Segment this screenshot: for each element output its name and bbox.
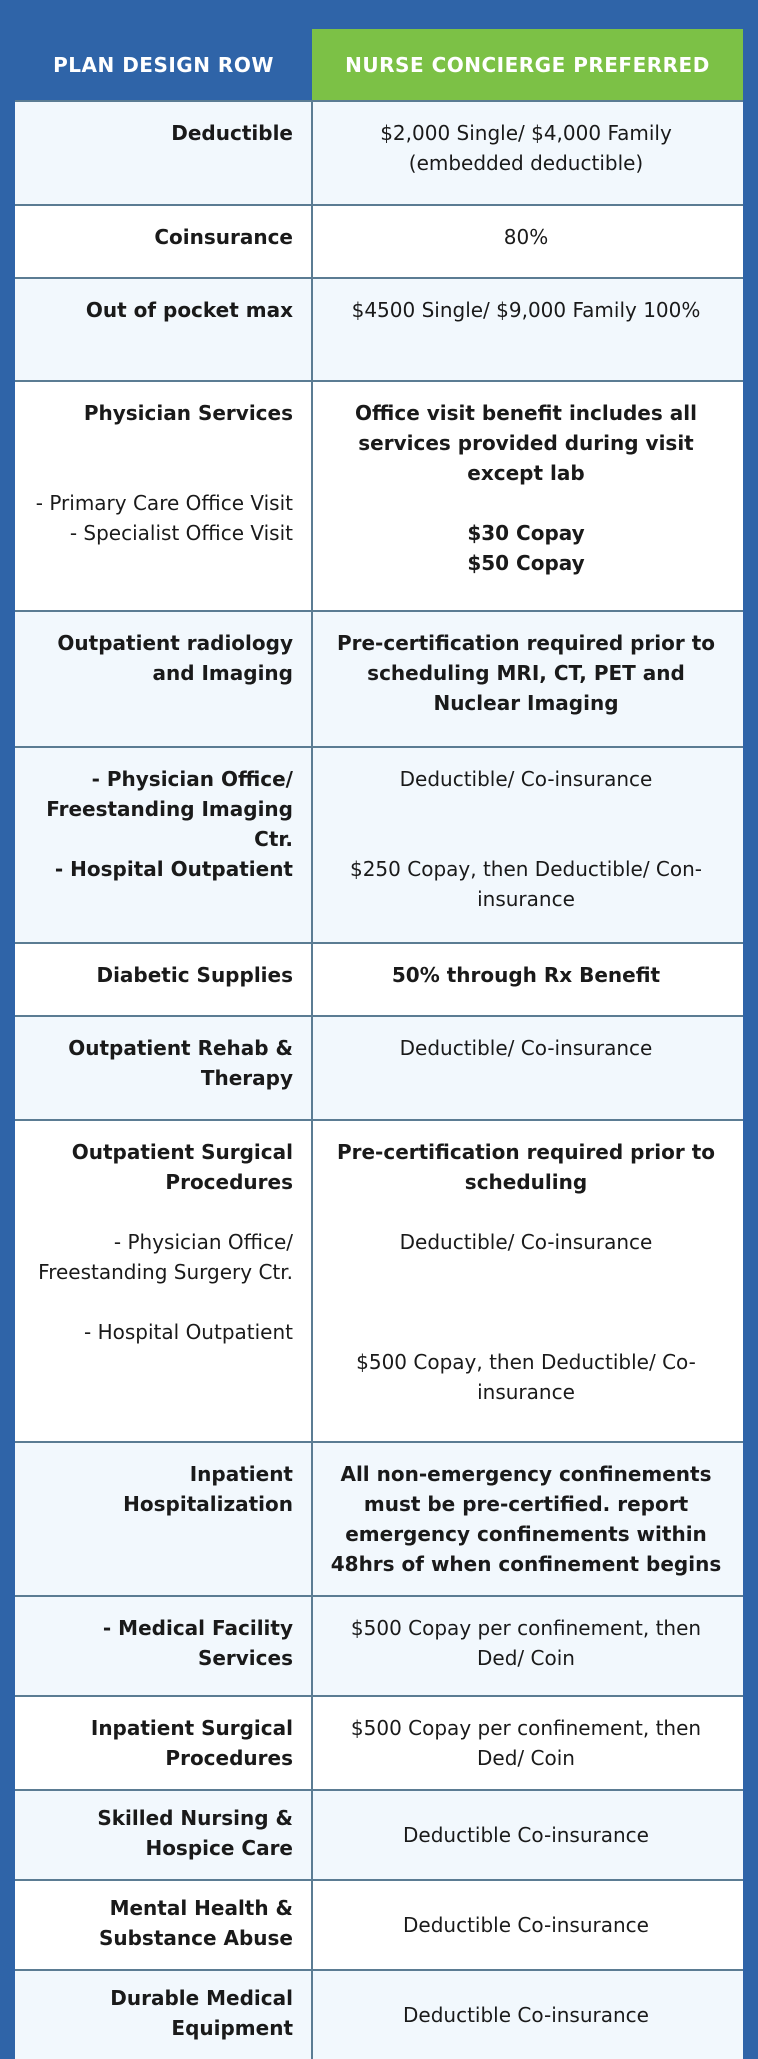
diabetic-label: Diabetic Supplies (15, 943, 312, 1016)
radiology-physician-office-label: - Physician Office/ Freestanding Imaging Ctr. (46, 767, 293, 851)
specialist-label: - Specialist Office Visit (69, 521, 293, 545)
inpatient-surgical-value: $500 Copay per confinement, then Ded/ Coin (312, 1696, 743, 1790)
row-outpatient-rehab (15, 1016, 743, 1120)
surgical-value-cell (312, 1120, 743, 1442)
physician-value: Office visit benefit includes all services provided during visit except lab (355, 401, 697, 485)
inpatient-value: All non-emergency confinements must be pre-certified. report emergency confinements within 48hrs of when confinement begins (312, 1442, 743, 1596)
row-inpatient-hospitalization (15, 1442, 743, 1596)
dme-label: Durable Medical Equipment (15, 1970, 312, 2059)
diabetic-value: 50% through Rx Benefit (312, 943, 743, 1016)
mental-label: Mental Health & Substance Abuse (15, 1880, 312, 1970)
radiology-sub-value-cell (312, 747, 743, 943)
header-plan-design-row: PLAN DESIGN ROW (15, 29, 312, 101)
row-physician-services (15, 381, 743, 611)
oop-label: Out of pocket max (15, 278, 312, 381)
radiology-value: Pre-certification required prior to scheduling MRI, CT, PET and Nuclear Imaging (312, 611, 743, 747)
row-skilled-nursing (15, 1790, 743, 1880)
row-coinsurance (15, 205, 743, 278)
surgical-physician-office-value: Deductible/ Co-insurance (399, 1230, 653, 1254)
plan-design-table-container (15, 29, 743, 2040)
deductible-label: Deductible (15, 101, 312, 205)
inpatient-label: Inpatient Hospitalization (15, 1442, 312, 1596)
specialist-value: $50 Copay (467, 551, 585, 575)
surgical-value: Pre-certification required prior to scheduling (336, 1140, 716, 1194)
row-medical-facility-services (15, 1596, 743, 1696)
deductible-value: $2,000 Single/ $4,000 Family (embedded deductible) (312, 101, 743, 205)
surgical-hospital-label: - Hospital Outpatient (84, 1320, 293, 1344)
row-diabetic-supplies (15, 943, 743, 1016)
physician-value-cell (312, 381, 743, 611)
coinsurance-value: 80% (312, 205, 743, 278)
mental-value: Deductible Co-insurance (312, 1880, 743, 1970)
oop-value: $4500 Single/ $9,000 Family 100% (312, 278, 743, 381)
radiology-hospital-label: - Hospital Outpatient (54, 857, 293, 881)
radiology-sub-label-cell (15, 747, 312, 943)
row-out-of-pocket-max (15, 278, 743, 381)
row-radiology-locations (15, 747, 743, 943)
facility-value: $500 Copay per confinement, then Ded/ Coin (312, 1596, 743, 1696)
plan-design-table (15, 29, 743, 2059)
rehab-label: Outpatient Rehab & Therapy (15, 1016, 312, 1120)
primary-care-label: - Primary Care Office Visit (35, 491, 293, 515)
row-outpatient-radiology (15, 611, 743, 747)
header-nurse-concierge-preferred: NURSE CONCIERGE PREFERRED (312, 29, 743, 101)
nursing-label: Skilled Nursing & Hospice Care (15, 1790, 312, 1880)
radiology-label: Outpatient radiology and Imaging (15, 611, 312, 747)
row-durable-medical-equipment (15, 1970, 743, 2059)
surgical-label-cell (15, 1120, 312, 1442)
nursing-value: Deductible Co-insurance (312, 1790, 743, 1880)
row-mental-health (15, 1880, 743, 1970)
row-inpatient-surgical (15, 1696, 743, 1790)
physician-label-cell (15, 381, 312, 611)
rehab-value: Deductible/ Co-insurance (312, 1016, 743, 1120)
row-outpatient-surgical (15, 1120, 743, 1442)
inpatient-surgical-label: Inpatient Surgical Procedures (15, 1696, 312, 1790)
dme-value: Deductible Co-insurance (312, 1970, 743, 2059)
surgical-label: Outpatient Surgical Procedures (71, 1140, 293, 1194)
surgical-hospital-value: $500 Copay, then Deductible/ Co-insurance (356, 1350, 696, 1404)
surgical-physician-office-label: - Physician Office/ Freestanding Surgery Ctr. (38, 1230, 293, 1284)
radiology-hospital-value: $250 Copay, then Deductible/ Con-insurance (349, 857, 703, 911)
coinsurance-label: Coinsurance (15, 205, 312, 278)
table-header-row (15, 29, 743, 101)
physician-label: Physician Services (83, 401, 293, 425)
facility-label: - Medical Facility Services (15, 1596, 312, 1696)
radiology-physician-office-value: Deductible/ Co-insurance (399, 767, 653, 791)
primary-care-value: $30 Copay (467, 521, 585, 545)
row-deductible (15, 101, 743, 205)
